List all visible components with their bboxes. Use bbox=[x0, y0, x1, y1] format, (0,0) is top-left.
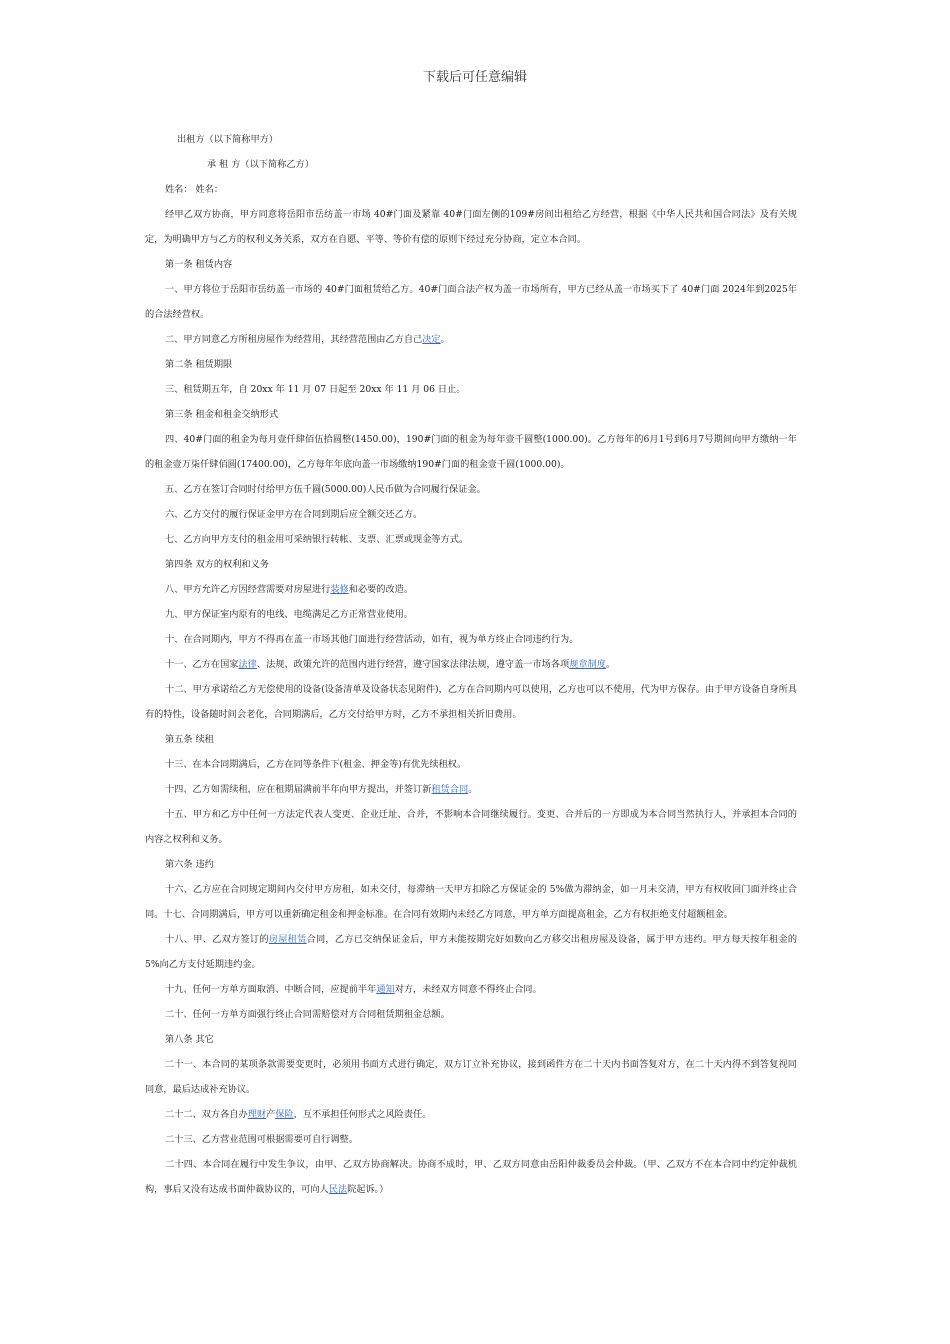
contract-paragraph bbox=[145, 252, 797, 277]
contract-paragraph bbox=[145, 727, 797, 752]
paragraph-text: 十四、乙方如需续租，应在租期届满前半年向甲方提出，并签订新 bbox=[165, 784, 432, 795]
paragraph-text: 二十一、本合同的某项条款需要变更时，必须用书面方式进行确定，双方订立补充协议，接到函件方在二十天内书面答复对方，在二十天内得不到答复视同同意，最后达成补充协议。 bbox=[145, 1059, 797, 1095]
paragraph-text: 、法规、政策允许的范围内进行经营，遵守国家法律法规，遵守盖一市场各项 bbox=[256, 659, 570, 670]
contract-paragraph bbox=[145, 277, 797, 327]
paragraph-text: 二、甲方同意乙方所租房屋作为经营用，其经营范围由乙方自己 bbox=[165, 334, 423, 345]
contract-paragraph bbox=[145, 1102, 797, 1127]
contract-paragraph bbox=[145, 477, 797, 502]
contract-paragraph bbox=[145, 677, 797, 727]
paragraph-text: 第二条 租赁期限 bbox=[165, 359, 233, 370]
paragraph-text: 第八条 其它 bbox=[165, 1034, 214, 1045]
inline-link[interactable]: 通知 bbox=[376, 984, 395, 995]
paragraph-text: 。 bbox=[606, 659, 616, 670]
paragraph-text: 二十二、双方各自办 bbox=[165, 1109, 248, 1120]
paragraph-text: 第一条 租赁内容 bbox=[165, 259, 233, 270]
inline-link[interactable]: 理财 bbox=[247, 1109, 267, 1120]
paragraph-text: 院起诉。） bbox=[347, 1184, 389, 1195]
contract-paragraph bbox=[145, 977, 797, 1002]
contract-paragraph bbox=[145, 802, 797, 852]
contract-paragraphs bbox=[145, 202, 797, 1202]
paragraph-text: 十三、在本合同期满后，乙方在同等条件下(租金、押金等)有优先续租权。 bbox=[165, 759, 467, 770]
names-line: 姓名： 姓名： bbox=[165, 184, 224, 195]
inline-link[interactable]: 法律 bbox=[238, 659, 257, 670]
paragraph-text: 十一、乙方在国家 bbox=[165, 659, 239, 670]
inline-link[interactable]: 决定 bbox=[422, 334, 441, 345]
party-a-line: 出租方（以下简称甲方） bbox=[177, 134, 279, 145]
contract-paragraph bbox=[145, 927, 797, 977]
contract-paragraph bbox=[145, 577, 797, 602]
contract-paragraph bbox=[145, 602, 797, 627]
paragraph-text: 合同，乙方已交纳保证金后，甲方未能按期完好如数向乙方移交出租房屋及设备，属于甲方违约。甲方每天按年租金的 5%向乙方支付延期违约金。 bbox=[145, 934, 798, 970]
paragraph-text: 十六、乙方应在合同规定期间内交付甲方房租，如未交付，每滞纳一天甲方扣除乙方保证金的 5%做为滞纳金，如一月未交清，甲方有权收回门面并终止合同。十七、合同期满后，甲方可以重新确定租金和押金标准。在合同有效期内未经乙方同意，甲方单方面提高租金，乙方有权拒绝支付超额租金。 bbox=[145, 884, 797, 920]
contract-paragraph bbox=[145, 527, 797, 552]
paragraph-text: 十五、甲方和乙方中任何一方法定代表人变更、企业迁址、合并，不影响本合同继续履行。变更、合并后的一方即成为本合同当然执行人，并承担本合同的内容之权利和义务。 bbox=[145, 809, 797, 845]
contract-paragraph bbox=[145, 1052, 797, 1102]
paragraph-text: 七、乙方向甲方支付的租金用可采纳银行转帐、支票、汇票或现金等方式。 bbox=[165, 534, 469, 545]
paragraph-text: 产 bbox=[266, 1109, 276, 1120]
contract-paragraph bbox=[145, 427, 797, 477]
contract-paragraph bbox=[145, 627, 797, 652]
contract-paragraph bbox=[145, 1002, 797, 1027]
paragraph-text: 和必要的改造。 bbox=[348, 584, 414, 595]
paragraph-text: 二十、任何一方单方面强行终止合同需赔偿对方合同租赁期租金总额。 bbox=[165, 1009, 450, 1020]
contract-paragraph bbox=[145, 1127, 797, 1152]
paragraph-text: 第五条 续租 bbox=[165, 734, 214, 745]
paragraph-text: 八、甲方允许乙方因经营需要对房屋进行 bbox=[165, 584, 331, 595]
paragraph-text: 第三条 租金和租金交纳形式 bbox=[165, 409, 279, 420]
party-b-line: 承 租 方（以下简称乙方） bbox=[207, 159, 314, 170]
contract-paragraph bbox=[145, 852, 797, 877]
contract-paragraph bbox=[145, 502, 797, 527]
contract-paragraph bbox=[145, 877, 797, 927]
contract-paragraph bbox=[145, 327, 797, 352]
contract-paragraph bbox=[145, 1027, 797, 1052]
paragraph-text: 九、甲方保证室内原有的电线、电缆满足乙方正常营业使用。 bbox=[165, 609, 414, 620]
inline-link[interactable]: 房屋租赁 bbox=[268, 934, 307, 945]
paragraph-text: 经甲乙双方协商，甲方同意将岳阳市岳纺盖一市场 40#门面及紧靠 40#门面左侧的109#房间出租给乙方经营，根据《中华人民共和国合同法》及有关规定，为明确甲方与乙方的权利义务关系，双方在自愿、平等、等价有偿的原则下经过充分协商，定立本合同。 bbox=[145, 209, 797, 245]
contract-paragraph bbox=[145, 777, 797, 802]
contract-paragraph bbox=[145, 377, 797, 402]
contract-paragraph bbox=[145, 1152, 797, 1202]
inline-link[interactable]: 民法 bbox=[328, 1184, 348, 1195]
paragraph-text: 二十三、乙方营业范围可根据需要可自行调整。 bbox=[165, 1134, 358, 1145]
contract-paragraph bbox=[145, 352, 797, 377]
inline-link[interactable]: 租赁合同 bbox=[431, 784, 469, 795]
paragraph-text: ，互不承担任何形式之风险责任。 bbox=[293, 1109, 432, 1120]
paragraph-text: 三、租赁期五年，自 20xx 年 11 月 07 日起至 20xx 年 11 月 06 日止。 bbox=[165, 384, 466, 395]
inline-link[interactable]: 装修 bbox=[330, 584, 349, 595]
contract-paragraph bbox=[145, 202, 797, 252]
paragraph-text: 二十四、本合同在履行中发生争议，由甲、乙双方协商解决。协商不成时，甲、乙双方同意由岳阳仲裁委员会仲裁。（甲、乙双方不在本合同中约定仲裁机构，事后又没有达成书面仲裁协议的，可向人 bbox=[145, 1159, 797, 1195]
paragraph-text: 第四条 双方的权利和义务 bbox=[165, 559, 269, 570]
paragraph-text: 第六条 违约 bbox=[165, 859, 214, 870]
inline-link[interactable]: 规章制度 bbox=[569, 659, 606, 670]
paragraph-text: 十、在合同期内，甲方不得再在盖一市场其他门面进行经营活动，如有，视为单方终止合同违约行为。 bbox=[165, 634, 579, 645]
contract-paragraph bbox=[145, 752, 797, 777]
contract-body bbox=[145, 127, 797, 1202]
contract-paragraph bbox=[145, 402, 797, 427]
inline-link[interactable]: 保险 bbox=[275, 1109, 294, 1120]
paragraph-text: 一、甲方将位于岳阳市岳纺盖一市场的 40#门面租赁给乙方。40#门面合法产权为盖一市场所有，甲方已经从盖一市场买下了 40#门面 2024年到2025年的合法经营权。 bbox=[145, 284, 797, 320]
paragraph-text: 四、40#门面的租金为每月壹仟肆佰伍拾圆整(1450.00)，190#门面的租金为每年壹千圆整(1000.00)。乙方每年的6月1号到6月7号期间向甲方缴纳一年的租金壹万柒仟肆佰圆(17400.00)，乙方每年年底向盖一市场缴纳190#门面的租金壹千圆(1000.00)。 bbox=[145, 434, 797, 470]
paragraph-text: 六、乙方交付的履行保证金甲方在合同到期后应全额交还乙方。 bbox=[165, 509, 423, 520]
page-header: 下载后可任意编辑 bbox=[422, 70, 527, 85]
paragraph-text: 十九、任何一方单方面取消、中断合同，应提前半年 bbox=[165, 984, 377, 995]
paragraph-text: 十二、甲方承诺给乙方无偿使用的设备(设备清单及设备状态见附件)，乙方在合同期内可以使用，乙方也可以不使用，代为甲方保存。由于甲方设备自身所具有的特性，设备随时间会老化，合同期满后，乙方交付给甲方时，乙方不承担相关折旧费用。 bbox=[145, 684, 797, 720]
contract-paragraph bbox=[145, 552, 797, 577]
contract-paragraph bbox=[145, 652, 797, 677]
paragraph-text: 。 bbox=[468, 784, 478, 795]
paragraph-text: 对方，未经双方同意不得终止合同。 bbox=[394, 984, 542, 995]
paragraph-text: 五、乙方在签订合同时付给甲方伍千圆(5000.00)人民币做为合同履行保证金。 bbox=[165, 484, 486, 495]
paragraph-text: 。 bbox=[440, 334, 450, 345]
paragraph-text: 十八、甲、乙双方签订的 bbox=[165, 934, 269, 945]
